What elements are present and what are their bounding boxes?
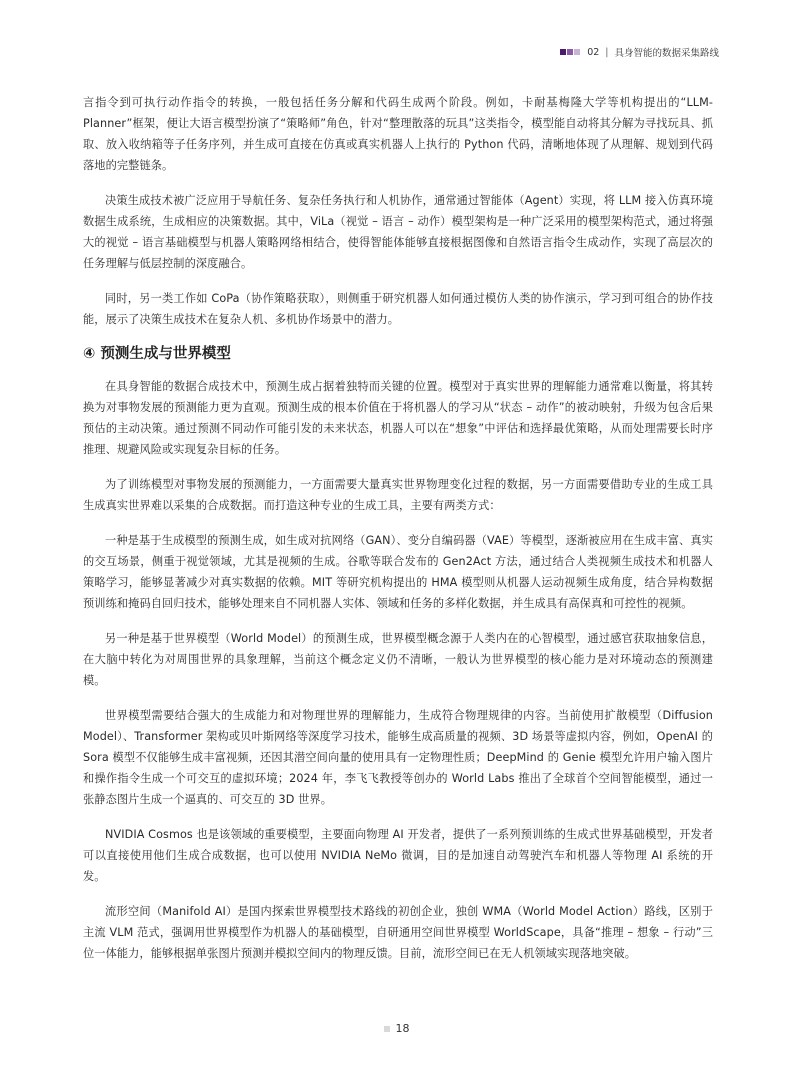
- paragraph: 流形空间（Manifold AI）是国内探索世界模型技术路线的初创企业，独创 WMA（World Model Action）路线，区别于主流 VLM 范式，强调用世界模型作为机器人的基础模型，自研通用空间世界模型 WorldScape，具备“推理 – 想象 – 行动”三位一体能力，能够根据单张图片预测并模拟空间内的物理反馈。目前，流形空间已在无人机领域实现落地突破。: [83, 905, 713, 960]
- paragraph: 在具身智能的数据合成技术中，预测生成占据着独特而关键的位置。模型对于真实世界的理解能力通常难以衡量，将其转换为对事物发展的预测能力更为直观。预测生成的根本价值在于将机器人的学习从“状态 – 动作”的被动映射，升级为包含后果预估的主动决策。通过预测不同动作可能引发的未来状态，机器人可以在“想象”中评估和选择最优策略，从而处理需要长时序推理、规避风险或实现复杂目标的任务。: [83, 380, 713, 456]
- paragraph: 同时，另一类工作如 CoPa（协作策略获取），则侧重于研究机器人如何通过模仿人类的协作演示，学习到可组合的协作技能，展示了决策生成技术在复杂人机、多机协作场景中的潜力。: [83, 292, 713, 326]
- chapter-number: 02: [587, 46, 600, 58]
- paragraph: 决策生成技术被广泛应用于导航任务、复杂任务执行和人机协作，通常通过智能体（Agent）实现，将 LLM 接入仿真环境数据生成系统，生成相应的决策数据。其中，ViLa（视觉 – 语言 – 动作）模型架构是一种广泛采用的模型架构范式，通过将强大的视觉 – 语言基础模型与机器人策略网络相结合，使得智能体能够直接根据图像和自然语言指令生成动作，实现了高层次的任务理解与低层控制的深度融合。: [83, 194, 713, 270]
- chapter-title: 具身智能的数据采集路线: [614, 48, 719, 59]
- header-color-squares: [560, 47, 581, 58]
- page-footer: [0, 1022, 793, 1035]
- paragraph: 世界模型需要结合强大的生成能力和对物理世界的理解能力，生成符合物理规律的内容。当前使用扩散模型（Diffusion Model）、Transformer 架构或贝叶斯网络等深度学习技术，能够生成高质量的视频、3D 场景等虚拟内容，例如，OpenAI 的 Sora 模型不仅能够生成丰富视频，还因其潜空间向量的使用具有一定物理性质；DeepMind 的 Genie 模型允许用户输入图片和操作指令生成一个可交互的虚拟环境；2024 年，李飞飞教授等创办的 World Labs 推出了全球首个空间智能模型，通过一张静态图片生成一个逼真的、可交互的 3D 世界。: [83, 709, 713, 806]
- paragraph: 为了训练模型对事物发展的预测能力，一方面需要大量真实世界物理变化过程的数据，另一方面需要借助专业的生成工具生成真实世界难以采集的合成数据。而打造这种专业的生成工具，主要有两类方式：: [83, 478, 713, 512]
- page-header: 02 | 具身智能的数据采集路线: [560, 45, 719, 59]
- paragraph: 言指令到可执行动作指令的转换，一般包括任务分解和代码生成两个阶段。例如，卡耐基梅隆大学等机构提出的“LLM-Planner”框架，便让大语言模型扮演了“策略师”角色，针对“整理散落的玩具”这类指令，模型能自动将其分解为寻找玩具、抓取、放入收纳箱等子任务序列，并生成可直接在仿真或真实机器人上执行的 Python 代码，清晰地体现了从理解、规划到代码落地的完整链条。: [83, 96, 713, 172]
- section-heading: ④ 预测生成与世界模型: [83, 346, 231, 362]
- page-number: 18: [395, 1022, 410, 1035]
- footer-mark: [384, 1026, 390, 1032]
- paragraph: 一种是基于生成模型的预测生成，如生成对抗网络（GAN）、变分自编码器（VAE）等模型，逐渐被应用在生成丰富、真实的交互场景，侧重于视觉领域，尤其是视频的生成。谷歌等联合发布的 Gen2Act 方法，通过结合人类视频生成技术和机器人策略学习，能够显著减少对真实数据的依赖。MIT 等研究机构提出的 HMA 模型则从机器人运动视频生成角度，结合异构数据预训练和掩码自回归技术，能够处理来自不同机器人实体、领域和任务的多样化数据，并生成具有高保真和可控性的视频。: [83, 534, 713, 610]
- page-body: [83, 92, 713, 978]
- paragraph: 另一种是基于世界模型（World Model）的预测生成，世界模型概念源于人类内在的心智模型，通过感官获取抽象信息，在大脑中转化为对周围世界的具象理解，当前这个概念定义仍不清晰，一般认为世界模型的核心能力是对环境动态的预测建模。: [83, 632, 713, 687]
- paragraph: NVIDIA Cosmos 也是该领域的重要模型，主要面向物理 AI 开发者，提供了一系列预训练的生成式世界基础模型，开发者可以直接使用他们生成合成数据，也可以使用 NVIDIA NeMo 微调，目的是加速自动驾驶汽车和机器人等物理 AI 系统的开发。: [83, 828, 713, 883]
